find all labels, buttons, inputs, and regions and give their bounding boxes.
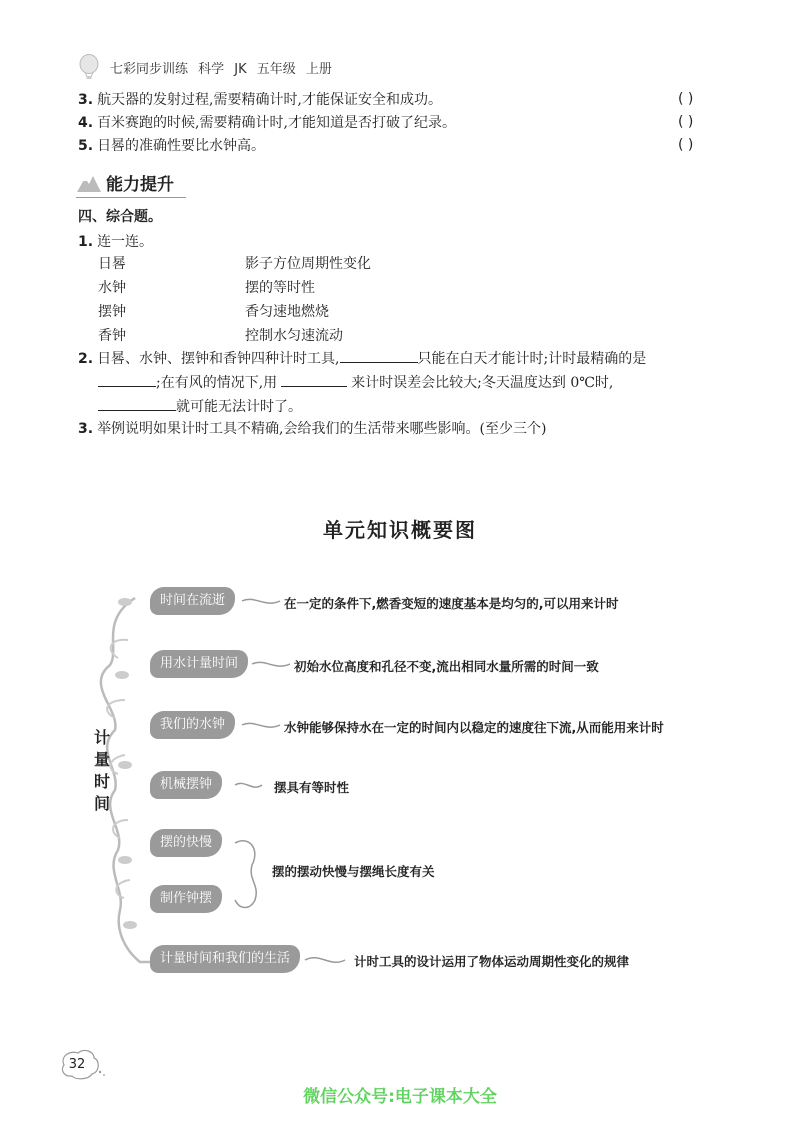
match-left[interactable]: 摆钟 xyxy=(98,304,126,320)
vertical-char: 计 xyxy=(93,728,110,747)
q2-text: 来计时误差会比较大;冬天温度达到 0℃时, xyxy=(351,375,614,391)
answer-paren[interactable]: ( ) xyxy=(678,137,694,153)
footer-watermark: 微信公众号:电子课本大全 xyxy=(303,1087,497,1107)
item-text: 百米赛跑的时候,需要精确计时,才能知道是否打破了纪录。 xyxy=(97,115,456,131)
topic-box: 用水计量时间 xyxy=(150,650,248,678)
q2-text: 日晷、水钟、摆钟和香钟四种计时工具, xyxy=(97,351,340,367)
answer-paren[interactable]: ( ) xyxy=(678,114,694,130)
q2-text: 只能在白天才能计时;计时最精确的是 xyxy=(417,351,647,367)
topic-box: 机械摆钟 xyxy=(150,771,222,799)
fill-blank[interactable] xyxy=(98,370,156,387)
topic-box: 制作钟摆 xyxy=(150,885,222,913)
topic-box: 计量时间和我们的生活 xyxy=(150,945,300,973)
section-title: 能力提升 xyxy=(106,175,174,195)
item-number: 3. xyxy=(78,421,94,437)
match-left[interactable]: 香钟 xyxy=(98,328,126,344)
match-right[interactable]: 摆的等时性 xyxy=(245,280,315,296)
fill-blank[interactable] xyxy=(281,370,347,387)
topic-description: 初始水位高度和孔径不变,流出相同水量所需的时间一致 xyxy=(294,659,599,674)
item-number: 3. xyxy=(78,92,94,108)
q2-text: 就可能无法计时了。 xyxy=(176,399,302,415)
section-heading xyxy=(76,170,174,195)
topic-description: 计时工具的设计运用了物体运动周期性变化的规律 xyxy=(354,954,630,969)
item-number: 1. xyxy=(78,234,94,250)
item-number: 4. xyxy=(78,115,94,131)
question-3 xyxy=(78,417,546,441)
topic-description: 摆的摆动快慢与摆绳长度有关 xyxy=(272,864,435,879)
question-2 xyxy=(78,346,728,371)
judge-item xyxy=(78,88,442,112)
question-1 xyxy=(78,230,153,254)
q2-text: ;在有风的情况下,用 xyxy=(156,375,278,391)
match-left[interactable]: 日晷 xyxy=(98,256,126,272)
topic-description: 在一定的条件下,燃香变短的速度基本是均匀的,可以用来计时 xyxy=(284,596,619,611)
answer-paren[interactable]: ( ) xyxy=(678,91,694,107)
fill-blank[interactable] xyxy=(340,346,418,363)
item-number: 2. xyxy=(78,351,94,367)
match-left[interactable]: 水钟 xyxy=(98,280,126,296)
item-text: 举例说明如果计时工具不精确,会给我们的生活带来哪些影响。(至少三个) xyxy=(97,421,547,437)
section-divider xyxy=(76,197,186,198)
mountain-icon xyxy=(76,173,102,193)
judge-item xyxy=(78,134,265,158)
header-text: 七彩同步训练 科学 JK 五年级 上册 xyxy=(110,61,332,77)
part-heading: 四、综合题。 xyxy=(78,209,162,225)
vertical-label xyxy=(92,727,112,815)
topic-box: 摆的快慢 xyxy=(150,829,222,857)
topic-box: 我们的水钟 xyxy=(150,711,235,739)
vertical-char: 间 xyxy=(93,794,110,813)
item-text: 连一连。 xyxy=(97,234,154,250)
topic-box: 时间在流逝 xyxy=(150,587,235,615)
match-right[interactable]: 影子方位周期性变化 xyxy=(245,256,371,272)
page-header xyxy=(78,52,332,82)
judge-item xyxy=(78,111,456,135)
match-right[interactable]: 控制水匀速流动 xyxy=(245,328,343,344)
item-text: 航天器的发射过程,需要精确计时,才能保证安全和成功。 xyxy=(97,92,442,108)
vertical-char: 时 xyxy=(93,772,110,791)
fill-blank[interactable] xyxy=(98,394,176,411)
vertical-char: 量 xyxy=(93,750,110,769)
diagram-title: 单元知识概要图 xyxy=(323,518,477,542)
topic-description: 水钟能够保持水在一定的时间内以稳定的速度往下流,从而能用来计时 xyxy=(284,720,664,735)
page-number: 32 xyxy=(68,1057,86,1072)
item-number: 5. xyxy=(78,138,94,154)
match-right[interactable]: 香匀速地燃烧 xyxy=(245,304,329,320)
question-2-line2 xyxy=(98,370,738,395)
item-text: 日晷的准确性要比水钟高。 xyxy=(97,138,266,154)
balloon-icon xyxy=(78,54,100,80)
topic-description: 摆具有等时性 xyxy=(274,780,350,795)
question-2-line3 xyxy=(98,394,302,419)
